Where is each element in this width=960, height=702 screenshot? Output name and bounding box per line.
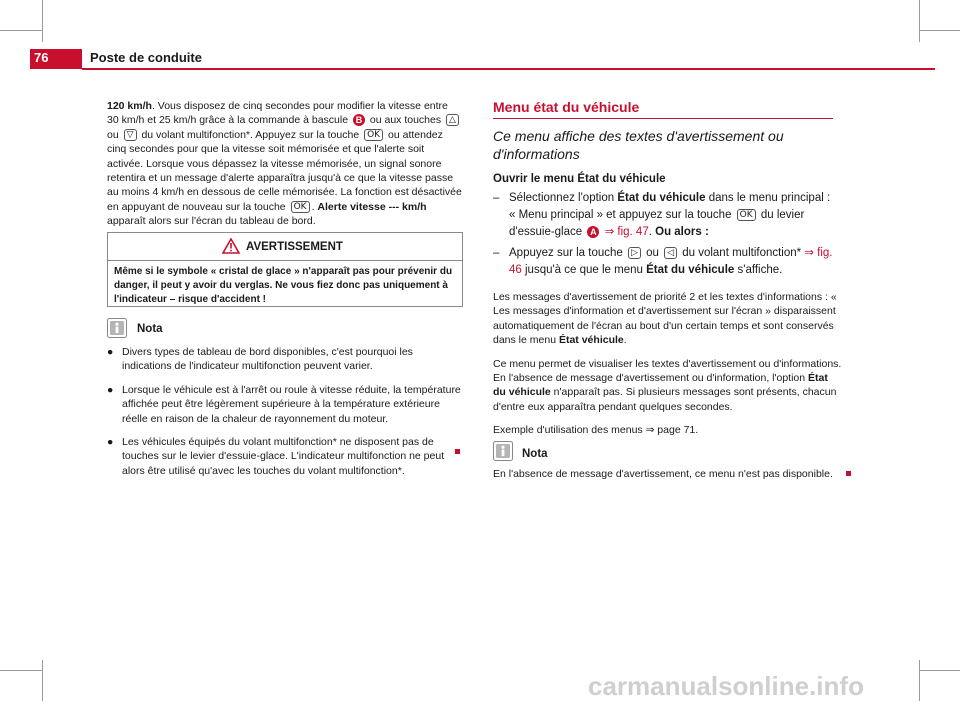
key-ok-icon: OK bbox=[737, 209, 756, 221]
list-item: ● Les véhicules équipés du volant multifonction* ne disposent pas de touches sur le levier d'essuie-glace. L'indicateur multifonction ne peut alors être utilisé qu'avec les touches du volant multifonction*. bbox=[107, 436, 445, 477]
key-ok-icon: OK bbox=[364, 129, 383, 141]
step-item: – Appuyez sur la touche ▷ ou ◁ du volant multifonction* ⇒ fig. 46 jusqu'à ce que le menu État du véhicule s'affiche. bbox=[493, 247, 833, 276]
control-b-icon: B bbox=[353, 114, 365, 126]
section-title: Menu état du véhicule bbox=[493, 99, 640, 115]
key-left-icon: ◁ bbox=[664, 247, 677, 259]
note-text: En l'absence de message d'avertissement, ce menu n'est pas disponible. bbox=[493, 468, 833, 480]
section-intro: Ce menu affiche des textes d'avertissement ou d'informations bbox=[493, 128, 784, 162]
key-right-icon: ▷ bbox=[628, 247, 641, 259]
crop-mark bbox=[0, 670, 42, 671]
steps-heading: Ouvrir le menu État du véhicule bbox=[493, 173, 666, 185]
key-up-icon: △ bbox=[446, 114, 459, 126]
warning-triangle-icon bbox=[222, 238, 240, 254]
list-item: ● Divers types de tableau de bord disponibles, c'est pourquoi les indications de l'indicateur multifonction peuvent varier. bbox=[107, 346, 413, 373]
page-number: 76 bbox=[34, 50, 49, 65]
figure-reference[interactable]: ⇒ fig. 47 bbox=[604, 226, 649, 238]
warning-header bbox=[108, 233, 462, 261]
key-down-icon: ▽ bbox=[124, 129, 137, 141]
note-list bbox=[107, 345, 462, 487]
warning-text: Même si le symbole « cristal de glace » n'apparaît pas pour prévenir du danger, il peut y avoir du verglas. Ne vous fiez donc pas uniquement à l'indicateur – risque d'accident ! bbox=[114, 266, 453, 305]
note-title: Nota bbox=[522, 448, 548, 460]
list-item: ● Lorsque le véhicule est à l'arrêt ou roule à vitesse réduite, la température affichée peut être légèrement supérieure à la température extérieure réelle en raison de la chaleur de rayonnement du moteur. bbox=[107, 383, 461, 425]
crop-mark bbox=[42, 660, 43, 701]
crop-mark bbox=[919, 670, 960, 671]
right-paragraphs bbox=[493, 290, 843, 447]
step-item: – Sélectionnez l'option État du véhicule dans le menu principal : « Menu principal » et appuyez sur la touche OK du levier d'essuie-glace A ⇒ fig. 47. Ou alors : bbox=[493, 192, 831, 238]
section-rule bbox=[493, 118, 833, 119]
crop-mark bbox=[919, 30, 960, 31]
section-end-mark bbox=[846, 471, 851, 476]
warning-title: AVERTISSEMENT bbox=[246, 241, 343, 253]
note-icon bbox=[107, 318, 127, 338]
crop-mark bbox=[42, 0, 43, 42]
watermark: carmanualsonline.info bbox=[588, 671, 864, 701]
figure-reference[interactable]: ⇒ fig. 46 bbox=[509, 247, 833, 276]
crop-mark bbox=[919, 660, 920, 701]
paragraph: Ce menu permet de visualiser les textes d'avertissement ou d'informations. En l'absence de message d'avertissement ou d'information, l'option État du véhicule n'apparaît pas. Si plusieurs messages sont présents, chacun d'entre eux apparaîtra pendant quelques secondes. bbox=[493, 357, 842, 413]
left-paragraph: 120 km/h. Vous disposez de cinq secondes pour modifier la vitesse entre 30 km/h et 25 km/h grâce à la commande à bascule B ou aux touches △ ou ▽ du volant multifonction*. Appuyez sur la touche OK ou attendez cinq secondes pour que la vitesse soit mémorisée et que l'alerte soit activée. Lorsque vous dépassez la vitesse mémorisée, un signal sonore retentira et un message d'alerte apparaîtra jusqu'à ce que la vitesse passe au moins 4 km/h en dessous de celle mémorisée. La fonction est désactivée en appuyant de nouveau sur la touche OK . Alerte vitesse --- km/h apparaît alors sur l'écran du tableau de bord. bbox=[107, 100, 462, 228]
crop-mark bbox=[0, 30, 42, 31]
note-title: Nota bbox=[137, 323, 163, 335]
key-ok-icon: OK bbox=[291, 201, 310, 213]
section-end-mark bbox=[455, 449, 460, 454]
note-icon bbox=[493, 441, 513, 461]
page-reference: Exemple d'utilisation des menus ⇒ page 71. bbox=[493, 424, 699, 437]
warning-box bbox=[107, 232, 463, 307]
paragraph: Les messages d'avertissement de priorité 2 et les textes d'informations : « Les messages d'information et d'avertissement sur l'écran » disparaissent automatiquement de l'écran au bout d'un certain temps et sont conservés dans le menu État véhicule. bbox=[493, 291, 837, 347]
control-a-icon: A bbox=[587, 226, 599, 238]
crop-mark bbox=[919, 0, 920, 42]
header-rule bbox=[82, 68, 935, 70]
chapter-title: Poste de conduite bbox=[90, 50, 202, 65]
